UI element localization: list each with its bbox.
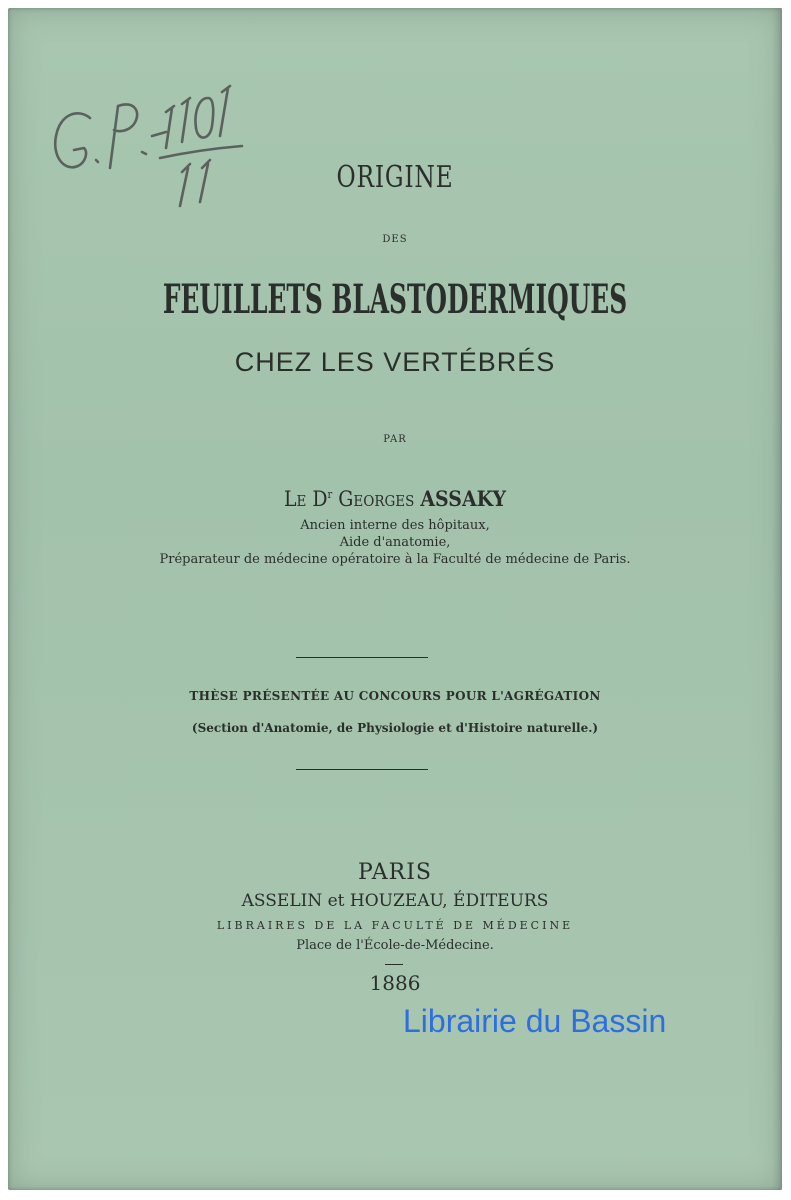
credential-line: Ancien interne des hôpitaux, xyxy=(300,518,490,533)
thesis-section: (Section d'Anatomie, de Physiologie et d'Histoire naturelle.) xyxy=(191,721,599,735)
imprint-address: Place de l'École-de-Médecine. xyxy=(296,938,494,953)
author-prefix: Le D xyxy=(283,487,328,511)
title-origine: ORIGINE xyxy=(336,160,454,195)
watermark-text: Librairie du Bassin xyxy=(403,1003,667,1039)
author-first-name: Georges xyxy=(338,487,415,511)
title-main: FEUILLETS BLASTODERMIQUES xyxy=(162,276,628,323)
imprint-year: 1886 xyxy=(369,971,421,995)
author-prefix-sup: r xyxy=(327,488,333,501)
imprint-city: PARIS xyxy=(358,860,432,885)
author-line xyxy=(47,486,744,511)
title-des: DES xyxy=(382,234,408,245)
year-divider xyxy=(385,964,403,965)
thesis-statement: THÈSE PRÉSENTÉE AU CONCOURS POUR L'AGRÉGATION xyxy=(189,689,601,703)
imprint-publisher-role: LIBRAIRES DE LA FACULTÉ DE MÉDECINE xyxy=(216,919,574,932)
divider-rule xyxy=(296,769,428,770)
imprint-publisher: ASSELIN et HOUZEAU, ÉDITEURS xyxy=(241,891,549,911)
title-subtitle: CHEZ LES VERTÉBRÉS xyxy=(234,347,556,377)
by-label: PAR xyxy=(383,434,407,445)
credential-line: Aide d'anatomie, xyxy=(339,535,451,550)
cover-edge-wear xyxy=(772,8,782,1190)
credential-line: Préparateur de médecine opératoire à la Faculté de médecine de Paris. xyxy=(159,552,631,567)
author-last-name: ASSAKY xyxy=(420,486,507,511)
divider-rule xyxy=(296,657,428,658)
